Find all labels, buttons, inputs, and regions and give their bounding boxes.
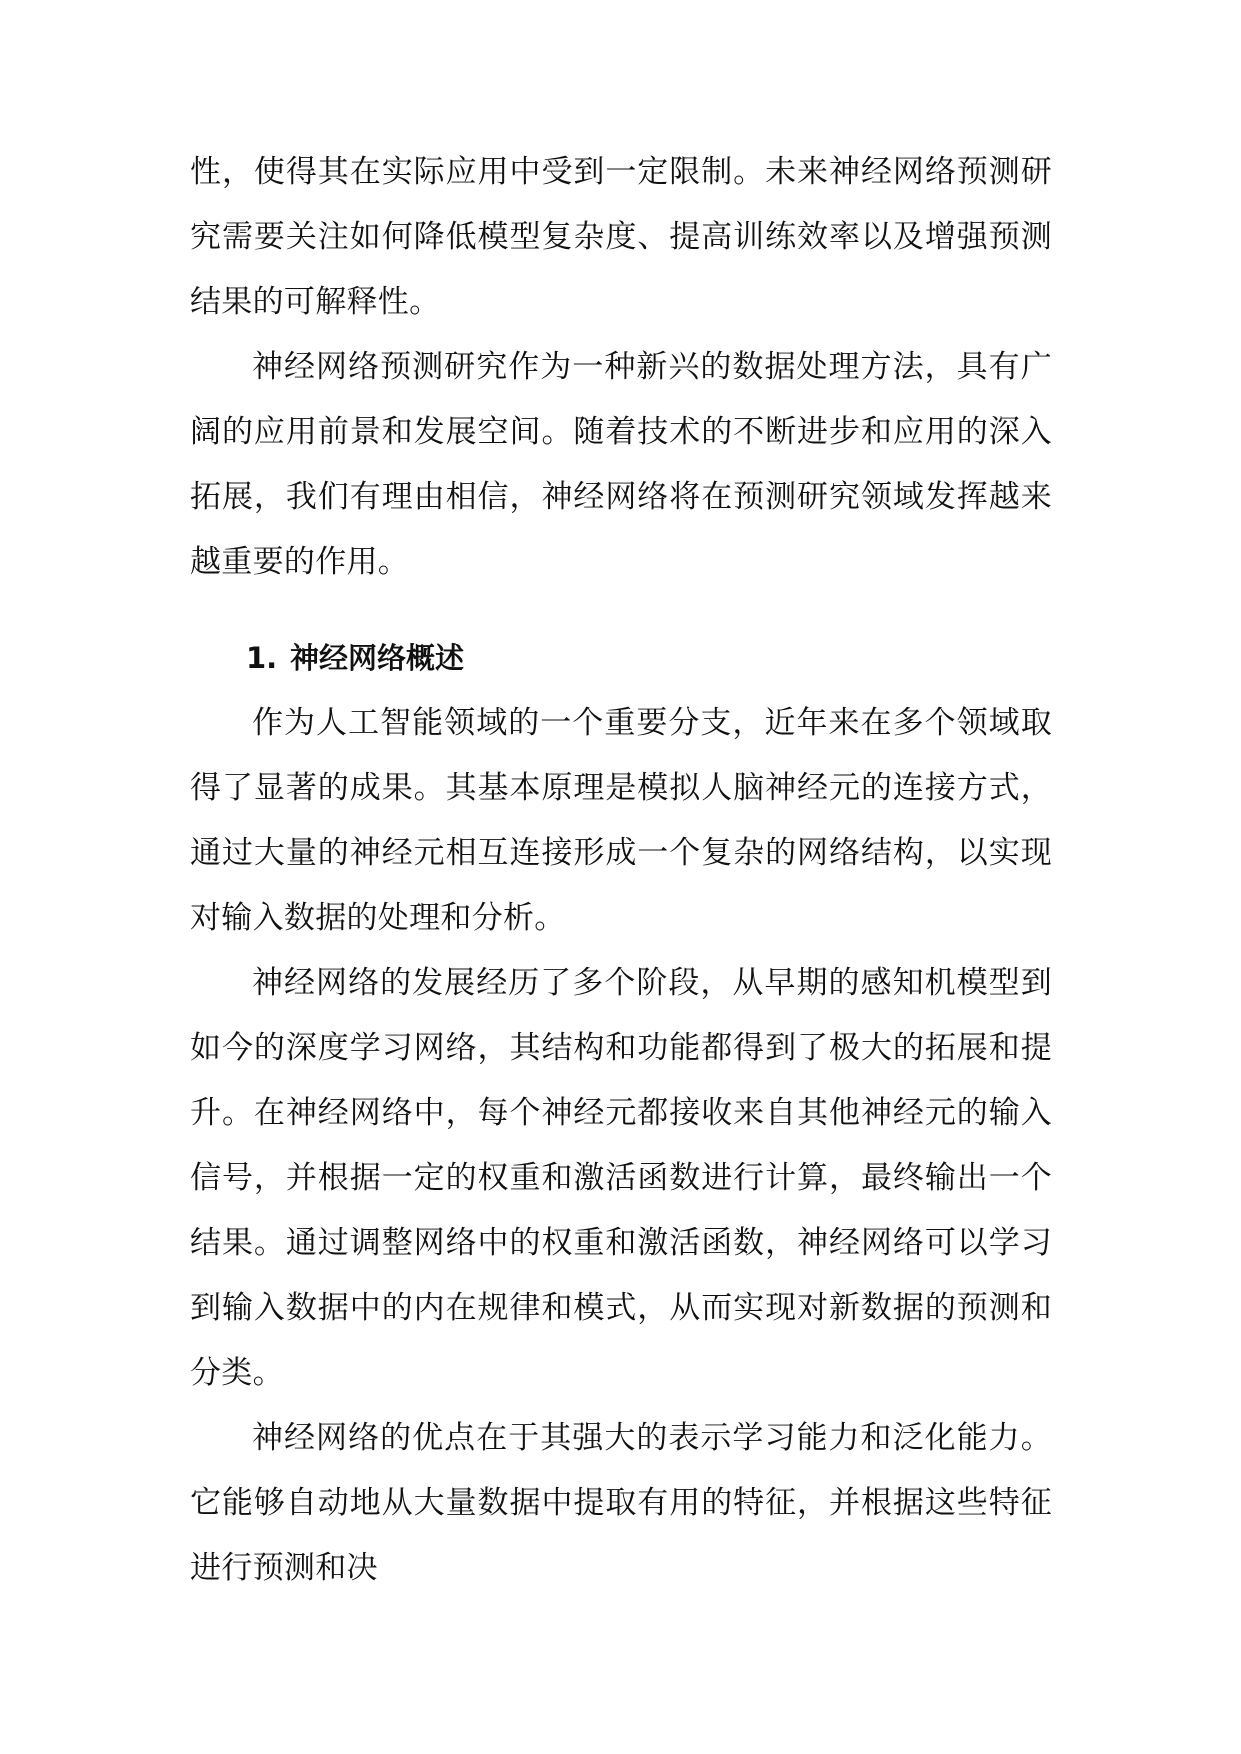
paragraph-overview: 作为人工智能领域的一个重要分支，近年来在多个领域取得了显著的成果。其基本原理是模拟人脑神经元的连接方式，通过大量的神经元相互连接形成一个复杂的网络结构，以实现对输入数据的处理和分析。: [190, 705, 1052, 936]
section-number: 1.: [246, 641, 278, 675]
paragraph-advantages: 神经网络的优点在于其强大的表示学习能力和泛化能力。它能够自动地从大量数据中提取有用的特征，并根据这些特征进行预测和决: [190, 1420, 1052, 1586]
paragraph-outlook: 神经网络预测研究作为一种新兴的数据处理方法，具有广阔的应用前景和发展空间。随着技术的不断进步和应用的深入拓展，我们有理由相信，神经网络将在预测研究领域发挥越来越重要的作用。: [190, 349, 1052, 580]
document-body: [190, 140, 1052, 1601]
paragraph-continuation: 性，使得其在实际应用中受到一定限制。未来神经网络预测研究需要关注如何降低模型复杂度、提高训练效率以及增强预测结果的可解释性。: [190, 154, 1052, 320]
section-title: 神经网络概述: [290, 641, 465, 675]
paragraph-development: 神经网络的发展经历了多个阶段，从早期的感知机模型到如今的深度学习网络，其结构和功能都得到了极大的拓展和提升。在神经网络中，每个神经元都接收来自其他神经元的输入信号，并根据一定的权重和激活函数进行计算，最终输出一个结果。通过调整网络中的权重和激活函数，神经网络可以学习到输入数据中的内在规律和模式，从而实现对新数据的预测和分类。: [190, 965, 1052, 1391]
section-heading: [190, 626, 1052, 691]
